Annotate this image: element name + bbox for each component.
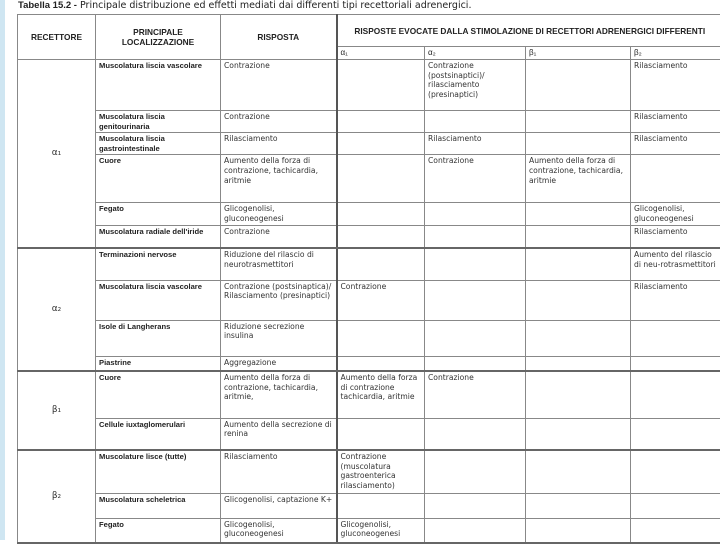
alpha1-cell: Aumento della forza di contrazione tachicardia, aritmie bbox=[337, 371, 425, 418]
response-cell: Contrazione bbox=[221, 111, 337, 133]
receptor-cell: α₁ bbox=[18, 60, 96, 249]
localization-cell: Cuore bbox=[96, 155, 221, 203]
response-cell: Aumento della forza di contrazione, tachicardia, aritmie, bbox=[221, 371, 337, 418]
alpha1-cell bbox=[337, 356, 425, 371]
beta2-cell: Rilasciamento bbox=[631, 60, 720, 111]
beta2-cell bbox=[631, 371, 720, 418]
left-edge-strip bbox=[0, 0, 5, 540]
beta1-cell bbox=[526, 356, 631, 371]
alpha1-cell bbox=[337, 133, 425, 155]
alpha2-cell: Contrazione (postsinaptici)/ rilasciamento (presinaptici) bbox=[425, 60, 526, 111]
response-cell: Rilasciamento bbox=[221, 133, 337, 155]
beta2-cell: Rilasciamento bbox=[631, 280, 720, 320]
response-cell: Glicogenolisi, gluconeogenesi bbox=[221, 203, 337, 225]
response-cell: Riduzione del rilascio di neurotrasmettitori bbox=[221, 248, 337, 280]
alpha1-cell: Contrazione (muscolatura gastroenterica rilasciamento) bbox=[337, 450, 425, 493]
header-risposta: RISPOSTA bbox=[221, 15, 337, 60]
beta2-cell: Rilasciamento bbox=[631, 111, 720, 133]
beta2-cell bbox=[631, 155, 720, 203]
localization-cell: Muscolatura scheletrica bbox=[96, 493, 221, 518]
localization-cell: Fegato bbox=[96, 203, 221, 225]
table-row bbox=[18, 60, 720, 111]
alpha2-cell bbox=[425, 418, 526, 450]
caption-text: Principale distribuzione ed effetti mediati dai differenti tipi recettoriali adrenergici. bbox=[77, 0, 472, 11]
table-row bbox=[18, 111, 720, 133]
alpha1-cell bbox=[337, 225, 425, 248]
response-cell: Contrazione bbox=[221, 225, 337, 248]
response-cell: Glicogenolisi, gluconeogenesi bbox=[221, 518, 337, 543]
receptor-cell: β₂ bbox=[18, 450, 96, 543]
table-row bbox=[18, 450, 720, 493]
table-row bbox=[18, 418, 720, 450]
alpha2-cell bbox=[425, 225, 526, 248]
localization-cell: Muscolatura liscia vascolare bbox=[96, 60, 221, 111]
response-cell: Aggregazione bbox=[221, 356, 337, 371]
localization-cell: Piastrine bbox=[96, 356, 221, 371]
beta1-cell bbox=[526, 320, 631, 356]
receptor-cell: β₁ bbox=[18, 371, 96, 450]
alpha1-cell bbox=[337, 111, 425, 133]
alpha2-cell: Rilasciamento bbox=[425, 133, 526, 155]
beta2-cell: Rilasciamento bbox=[631, 225, 720, 248]
table-row bbox=[18, 320, 720, 356]
localization-cell: Muscolatura liscia genitourinaria bbox=[96, 111, 221, 133]
table-row bbox=[18, 280, 720, 320]
table-row bbox=[18, 371, 720, 418]
alpha1-cell bbox=[337, 203, 425, 225]
response-cell: Rilasciamento bbox=[221, 450, 337, 493]
alpha2-cell bbox=[425, 320, 526, 356]
alpha2-cell bbox=[425, 203, 526, 225]
alpha2-cell bbox=[425, 493, 526, 518]
localization-cell: Fegato bbox=[96, 518, 221, 543]
beta2-cell bbox=[631, 450, 720, 493]
receptor-cell: α₂ bbox=[18, 248, 96, 371]
beta2-cell bbox=[631, 418, 720, 450]
beta1-cell bbox=[526, 133, 631, 155]
beta1-cell bbox=[526, 203, 631, 225]
alpha1-cell bbox=[337, 60, 425, 111]
alpha1-cell bbox=[337, 493, 425, 518]
adrenergic-receptors-table bbox=[17, 14, 720, 544]
header-risposte-evocate: RISPOSTE EVOCATE DALLA STIMOLAZIONE DI RECETTORI ADRENERGICI DIFFERENTI bbox=[337, 15, 720, 47]
header-localizzazione: PRINCIPALE LOCALIZZAZIONE bbox=[96, 15, 221, 60]
beta1-cell bbox=[526, 493, 631, 518]
alpha2-cell: Contrazione bbox=[425, 371, 526, 418]
response-cell: Contrazione bbox=[221, 60, 337, 111]
table-row bbox=[18, 203, 720, 225]
alpha2-cell bbox=[425, 248, 526, 280]
alpha2-cell bbox=[425, 356, 526, 371]
alpha2-cell: Contrazione bbox=[425, 155, 526, 203]
beta1-cell bbox=[526, 248, 631, 280]
alpha1-cell: Glicogenolisi, gluconeogenesi bbox=[337, 518, 425, 543]
table-row bbox=[18, 356, 720, 371]
beta1-cell bbox=[526, 225, 631, 248]
table-row bbox=[18, 518, 720, 543]
beta1-cell bbox=[526, 371, 631, 418]
header-alpha1: α₁ bbox=[337, 47, 425, 60]
alpha1-cell bbox=[337, 320, 425, 356]
header-beta2: β₂ bbox=[631, 47, 720, 60]
beta1-cell: Aumento della forza di contrazione, tachicardia, aritmie bbox=[526, 155, 631, 203]
alpha2-cell bbox=[425, 518, 526, 543]
beta2-cell bbox=[631, 356, 720, 371]
table-caption bbox=[18, 0, 471, 11]
beta2-cell: Glicogenolisi, gluconeogenesi bbox=[631, 203, 720, 225]
table-row bbox=[18, 248, 720, 280]
header-alpha2: α₂ bbox=[425, 47, 526, 60]
beta1-cell bbox=[526, 111, 631, 133]
beta1-cell bbox=[526, 60, 631, 111]
table-row bbox=[18, 225, 720, 248]
localization-cell: Muscolature lisce (tutte) bbox=[96, 450, 221, 493]
alpha1-cell bbox=[337, 248, 425, 280]
response-cell: Glicogenolisi, captazione K+ bbox=[221, 493, 337, 518]
response-cell: Aumento della forza di contrazione, tachicardia, aritmie bbox=[221, 155, 337, 203]
localization-cell: Muscolatura radiale dell'iride bbox=[96, 225, 221, 248]
alpha2-cell bbox=[425, 280, 526, 320]
localization-cell: Muscolatura liscia gastrointestinale bbox=[96, 133, 221, 155]
header-beta1: β₁ bbox=[526, 47, 631, 60]
alpha2-cell bbox=[425, 111, 526, 133]
table-row bbox=[18, 493, 720, 518]
beta1-cell bbox=[526, 280, 631, 320]
table-row bbox=[18, 155, 720, 203]
localization-cell: Cellule iuxtaglomerulari bbox=[96, 418, 221, 450]
localization-cell: Cuore bbox=[96, 371, 221, 418]
alpha1-cell: Contrazione bbox=[337, 280, 425, 320]
response-cell: Riduzione secrezione insulina bbox=[221, 320, 337, 356]
alpha1-cell bbox=[337, 418, 425, 450]
header-recettore: RECETTORE bbox=[18, 15, 96, 60]
table-row bbox=[18, 133, 720, 155]
alpha1-cell bbox=[337, 155, 425, 203]
beta2-cell: Rilasciamento bbox=[631, 133, 720, 155]
localization-cell: Muscolatura liscia vascolare bbox=[96, 280, 221, 320]
response-cell: Contrazione (postsinaptica)/ Rilasciamento (presinaptici) bbox=[221, 280, 337, 320]
beta1-cell bbox=[526, 518, 631, 543]
beta1-cell bbox=[526, 450, 631, 493]
response-cell: Aumento della secrezione di renina bbox=[221, 418, 337, 450]
caption-label: Tabella 15.2 - bbox=[18, 0, 77, 11]
beta2-cell bbox=[631, 493, 720, 518]
beta2-cell bbox=[631, 320, 720, 356]
beta2-cell bbox=[631, 518, 720, 543]
localization-cell: Terminazioni nervose bbox=[96, 248, 221, 280]
alpha2-cell bbox=[425, 450, 526, 493]
localization-cell: Isole di Langherans bbox=[96, 320, 221, 356]
beta2-cell: Aumento del rilascio di neu-rotrasmettitori bbox=[631, 248, 720, 280]
beta1-cell bbox=[526, 418, 631, 450]
